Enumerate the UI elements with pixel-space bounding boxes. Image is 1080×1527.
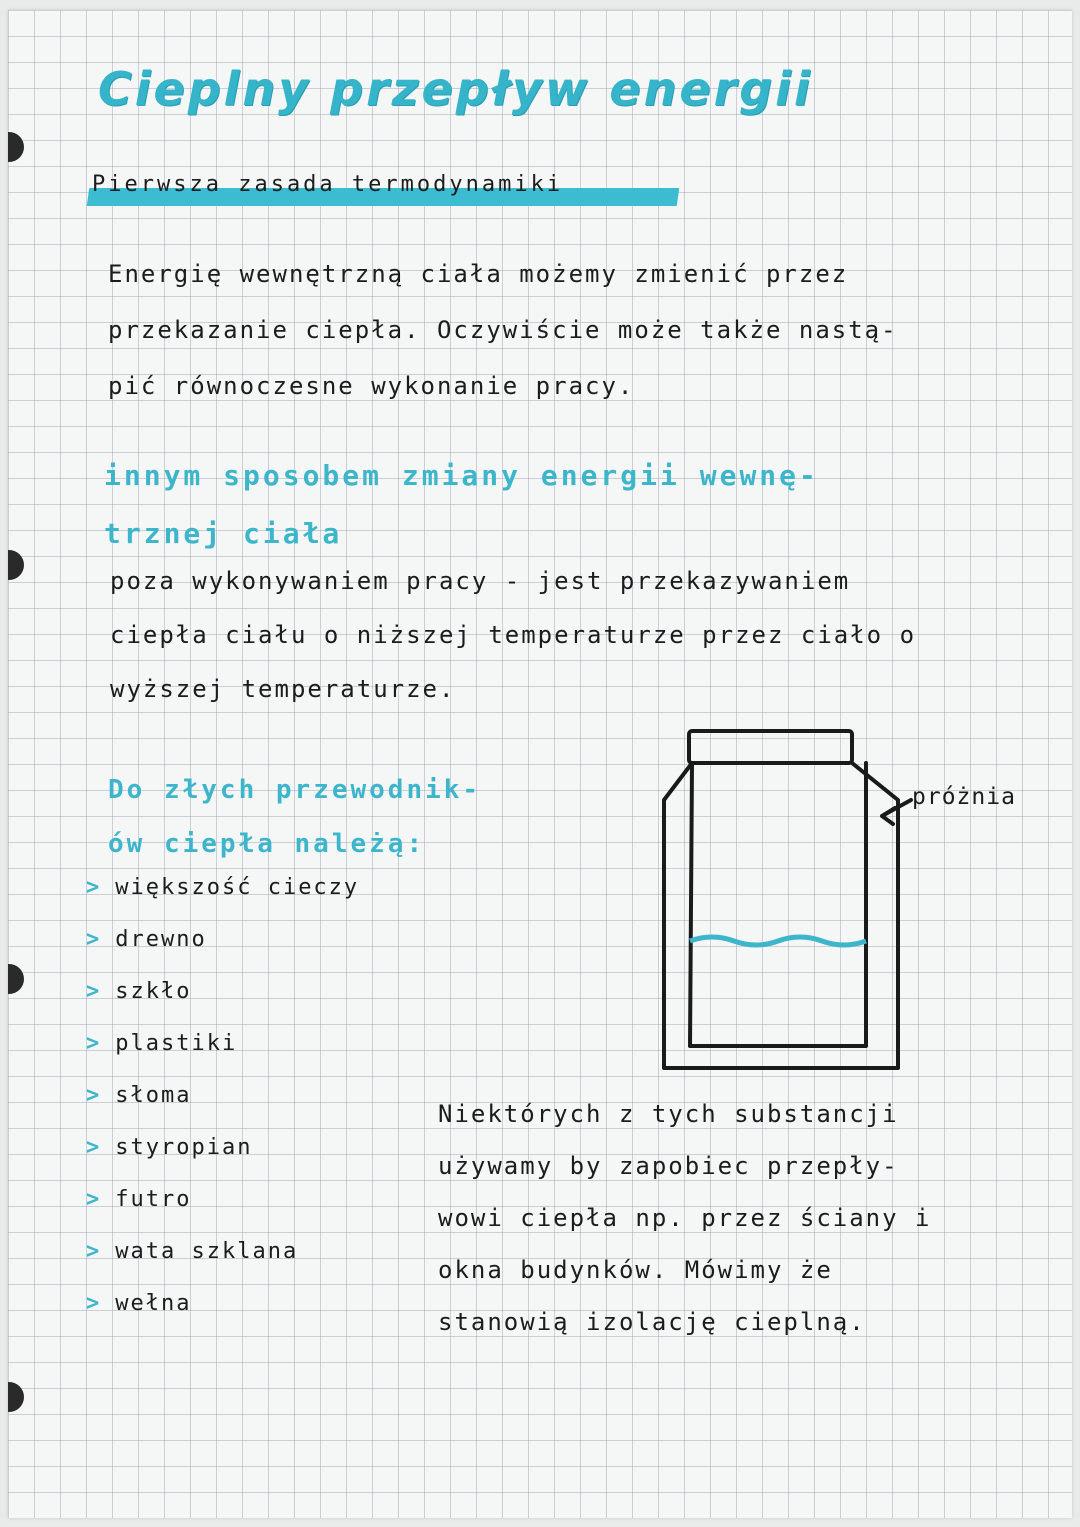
subtitle: Pierwsza zasada termodynamiki [92, 172, 564, 197]
list-item-label: styropian [115, 1135, 253, 1160]
text-line: okna budynków. Mówimy że [438, 1256, 833, 1284]
heading-line: trznej ciała [104, 517, 343, 550]
page-title: Cieplny przepływ energii [98, 62, 813, 116]
text-line: pić równoczesne wykonanie pracy. [108, 372, 635, 400]
list-marker: > [86, 1239, 102, 1264]
text-line: używamy by zapobiec przepły- [438, 1152, 899, 1180]
jar-outer-wall [664, 763, 898, 1068]
list-item-label: futro [115, 1187, 192, 1212]
text-line: Energię wewnętrzną ciała możemy zmienić przez [108, 260, 849, 288]
list-item-label: szkło [115, 979, 192, 1004]
jar-lid [689, 731, 852, 763]
list-item-label: wełna [115, 1291, 192, 1316]
vacuum-label: próżnia [912, 784, 1016, 810]
text-line: przekazanie ciepła. Oczywiście może także nastą- [108, 316, 898, 344]
liquid-surface [690, 937, 866, 945]
text-line: poza wykonywaniem pracy - jest przekazywaniem [110, 567, 851, 595]
list-marker: > [86, 927, 102, 952]
heading-line: innym sposobem zmiany energii wewnę- [104, 459, 819, 492]
list-marker: > [86, 1083, 102, 1108]
list-item-label: większość cieczy [115, 875, 360, 900]
text-line: stanowią izolację cieplną. [438, 1308, 866, 1336]
list-marker: > [86, 1135, 102, 1160]
list-item-label: wata szklana [115, 1239, 299, 1264]
text-line: Niektórych z tych substancji [438, 1100, 899, 1128]
heading-line: ów ciepła należą: [108, 829, 426, 859]
paragraph-insulation [438, 1088, 931, 1348]
list-item-label: plastiki [115, 1031, 238, 1056]
heading-line: Do złych przewodnik- [108, 775, 482, 805]
list-marker: > [86, 1031, 102, 1056]
list-item-label: drewno [115, 927, 207, 952]
text-line: wyższej temperaturze. [110, 675, 456, 703]
list-marker: > [86, 979, 102, 1004]
list-item-label: słoma [115, 1083, 192, 1108]
text-line: wowi ciepła np. przez ściany i [438, 1204, 932, 1232]
jar-inner-wall [690, 763, 866, 1046]
list-marker: > [86, 1187, 102, 1212]
list-marker: > [86, 875, 102, 900]
text-line: ciepła ciału o niższej temperaturze przez ciało o [110, 621, 917, 649]
list-marker: > [86, 1291, 102, 1316]
